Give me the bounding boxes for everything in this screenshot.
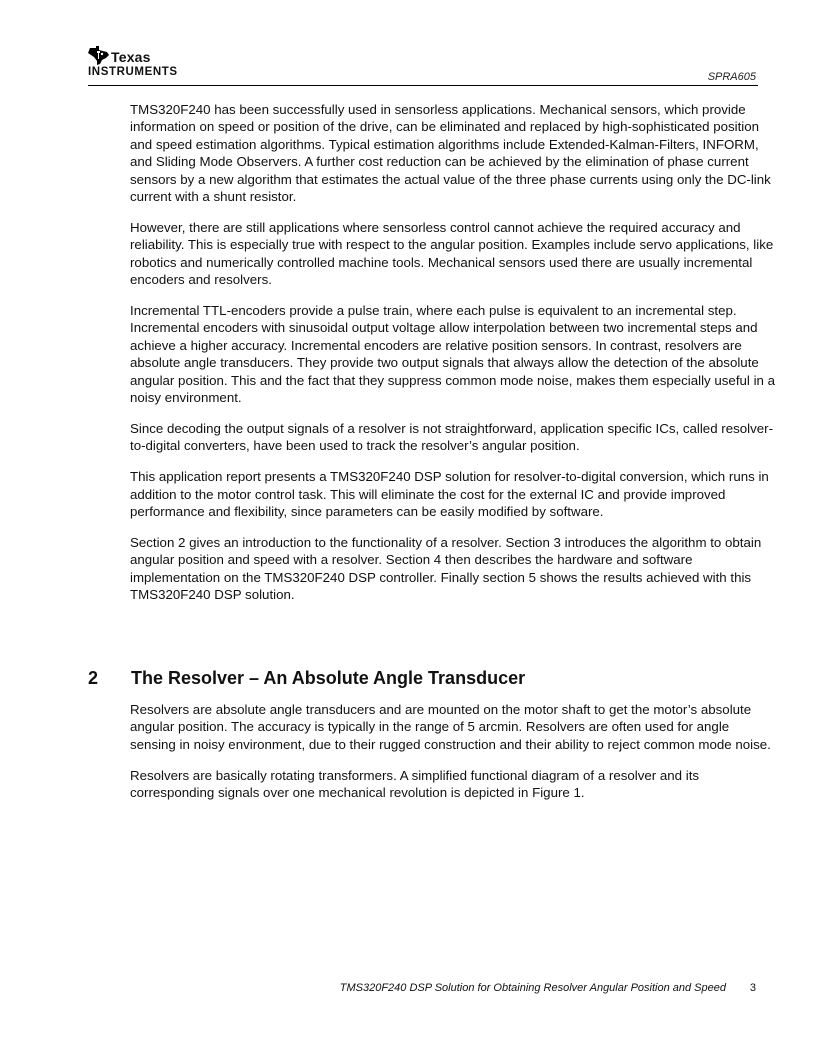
logo-text-instruments: INSTRUMENTS [88, 66, 178, 78]
header-divider [88, 85, 758, 86]
paragraph: Incremental TTL-encoders provide a pulse train, where each pulse is equivalent to an incremental step. Incremental encoders with sinusoidal output voltage allow interpolation between two incremental steps and achieve a higher accuracy. Incremental encoders are relative position sensors. In contrast, resolvers are absolute angle transducers. They provide two output signals that always allow the detection of the absolute angular position. This and the fact that they suppress common mode noise, makes them especially useful in a noisy environment. [130, 303, 776, 406]
section-title: The Resolver – An Absolute Angle Transducer [131, 668, 526, 688]
ti-logo [88, 46, 188, 82]
paragraph: Section 2 gives an introduction to the functionality of a resolver. Section 3 introduces the algorithm to obtain angular position and speed with a resolver. Section 4 then describes the hardware and software implementation on the TMS320F240 DSP controller. Finally section 5 shows the results achieved with this TMS320F240 DSP solution. [130, 535, 762, 603]
paragraph: However, there are still applications where sensorless control cannot achieve the required accuracy and reliability. This is especially true with respect to the angular position. Examples include servo applications, like robotics and numerically controlled machine tools. Mechanical sensors used there are usually incremental encoders and resolvers. [130, 219, 774, 288]
paragraph: Resolvers are basically rotating transformers. A simplified functional diagram of a resolver and its corresponding signals over one mechanical revolution is depicted in Figure 1. [130, 767, 700, 801]
paragraph: Since decoding the output signals of a resolver is not straightforward, application specific ICs, called resolver-to-digital converters, have been used to track the resolver’s angular position. [130, 421, 774, 454]
paragraph: Resolvers are absolute angle transducers and are mounted on the motor shaft to get the motor’s absolute angular position. The accuracy is typically in the range of 5 arcmin. Resolvers are often used for angle sensing in noisy environment, due to their rugged construction and their ability to reject common mode noise. [130, 702, 771, 752]
document-id: SPRA605 [707, 71, 756, 83]
intro-body [130, 101, 776, 617]
texas-state-icon [88, 46, 110, 66]
section-body [130, 701, 776, 815]
page-footer [200, 982, 756, 998]
paragraph: TMS320F240 has been successfully used in sensorless applications. Mechanical sensors, which provide information on speed or position of the drive, can be eliminated and replaced by high-sophisticated position and speed estimation algorithms. Typical estimation algorithms include Extended-Kalman-Filters, INFORM, and Sliding Mode Observers. A further cost reduction can be achieved by the elimination of phase current sensors by a new algorithm that estimates the actual value of the three phase currents using only the DC-link current with a shunt resistor. [130, 102, 771, 205]
logo-text-texas: Texas [111, 49, 151, 65]
paragraph: This application report presents a TMS320F240 DSP solution for resolver-to-digital conversion, which runs in addition to the motor control task. This will eliminate the cost for the external IC and provide improved performance and flexibility, since parameters can be easily modified by software. [130, 469, 769, 520]
section-heading [88, 668, 778, 692]
footer-title: TMS320F240 DSP Solution for Obtaining Resolver Angular Position and Speed [339, 982, 726, 994]
section-number: 2 [88, 668, 99, 688]
page-number: 3 [749, 982, 756, 994]
